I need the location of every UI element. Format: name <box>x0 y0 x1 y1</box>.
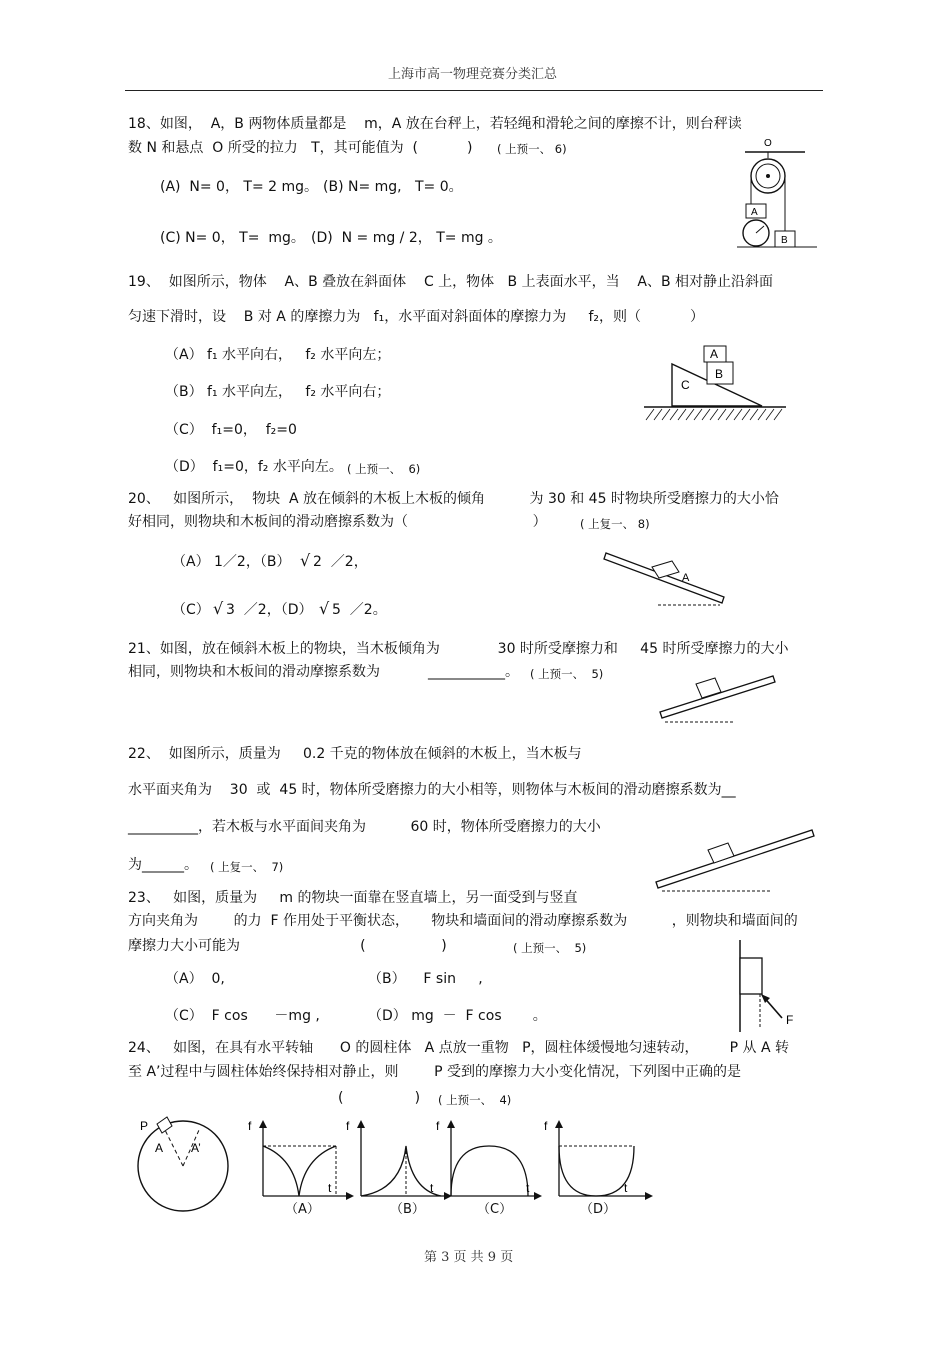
q21-source: ( 上预一、 5) <box>530 667 604 681</box>
header-rule <box>125 90 823 91</box>
q21-line1: 21、如图，放在倾斜木板上的物块，当木板倾角为 30 时所受摩擦力和 45 时所受摩擦力的大小 <box>128 641 789 657</box>
page-footer: 第 3 页 共 9 页 <box>424 1250 514 1265</box>
q24-caption-d: （D） <box>580 1202 617 1217</box>
q18-pulley-figure <box>735 136 825 252</box>
q23-option-a: （A） 0, <box>165 971 225 987</box>
q20-line1: 20、 如图所示， 物块 A 放在倾斜的木板上木板的倾角 为 30 和 45 时物块所受磨擦力的大小恰 <box>128 491 779 507</box>
q19-line2: 匀速下滑时，设 B 对 A 的摩擦力为 f₁，水平面对斜面体的摩擦力为 f₂，则（ ） <box>128 309 704 325</box>
q24-label-p: P <box>140 1119 149 1133</box>
q22-line4: 为______。 <box>128 857 198 873</box>
q18-option-c: (C) N= 0， T= mg。 <box>160 230 305 246</box>
sqrt-sign: √ <box>213 599 224 618</box>
q19-source: ( 上预一、 6) <box>347 462 421 476</box>
q24-graph-c-xlabel: t <box>526 1181 530 1195</box>
q23-label-f: F <box>786 1013 794 1027</box>
q18-label-o: O <box>764 138 772 149</box>
q24-graph-c <box>436 1118 546 1200</box>
q24-caption-c: （C） <box>477 1202 513 1217</box>
q18-label-a: A <box>751 207 758 218</box>
q18-option-d: (D) N = mg / 2， T= mg 。 <box>311 230 502 246</box>
q24-graph-d <box>544 1118 659 1200</box>
q22-line1: 22、 如图所示，质量为 0.2 千克的物体放在倾斜的木板上，当木板与 <box>128 746 582 762</box>
q23-option-c: （C） F cos －mg , <box>165 1008 320 1024</box>
q24-line3: ( ) <box>338 1090 421 1106</box>
page-header-title: 上海市高一物理竞赛分类汇总 <box>388 67 558 82</box>
q18-source: ( 上预一、 6) <box>497 142 567 156</box>
q24-graph-d-ylabel: f <box>544 1119 548 1133</box>
q22-line3: __________，若木板与水平面间夹角为 60 时，物体所受磨擦力的大小 <box>128 819 601 835</box>
q24-label-a: A <box>155 1141 164 1155</box>
q19-label-a: A <box>710 347 719 361</box>
q19-label-c: C <box>681 378 690 392</box>
q24-source: ( 上预一、 4) <box>438 1093 512 1107</box>
q21-line2: 相同，则物块和木板间的滑动摩擦系数为 <box>128 664 380 680</box>
q19-option-d: （D） f₁=0，f₂ 水平向左。 <box>165 459 343 475</box>
q23-option-d: （D） mg － F cos 。 <box>368 1008 547 1024</box>
q24-label-a-prime: A’ <box>191 1141 201 1155</box>
q20-option-c-value: 3 ／2，（D） <box>226 602 313 618</box>
q18-label-b: B <box>781 235 788 246</box>
q20-source: ( 上复一、 8) <box>580 517 650 531</box>
q18-option-a: (A) N= 0， T= 2 mg。 <box>160 179 319 195</box>
q23-line2: 方向夹角为 的力 F 作用处于平衡状态， 物块和墙面间的滑动摩擦系数为 ，则物块和墙面间的 <box>128 913 798 929</box>
q24-caption-a: （A） <box>285 1202 320 1217</box>
q23-line3: 摩擦力大小可能为 ( ) <box>128 938 447 954</box>
sqrt-sign: √ <box>319 599 330 618</box>
q19-incline-figure <box>642 340 792 430</box>
q20-label-a: A <box>682 572 690 584</box>
q22-source: ( 上复一、 7) <box>210 860 284 874</box>
q24-line2: 至 A’过程中与圆柱体始终保持相对静止，则 P 受到的摩擦力大小变化情况，下列图中正确的是 <box>128 1064 741 1080</box>
q20-line2: 好相同，则物块和木板间的滑动磨擦系数为（ ） <box>128 514 547 530</box>
sqrt-sign: √ <box>300 551 311 570</box>
q23-source: ( 上预一、 5) <box>513 941 587 955</box>
q24-graph-a-ylabel: f <box>248 1119 252 1133</box>
q19-option-b: （B） f₁ 水平向左， f₂ 水平向右； <box>165 384 391 400</box>
q21-blank: ___________。 <box>428 664 519 680</box>
q20-option-c: （C） <box>172 602 210 618</box>
q21-board-figure <box>655 672 780 727</box>
q19-label-b: B <box>715 367 724 381</box>
q22-board-figure <box>650 828 820 893</box>
q24-graph-d-xlabel: t <box>624 1181 628 1195</box>
q24-line1: 24、 如图，在具有水平转轴 O 的圆柱体 A 点放一重物 P，圆柱体缓慢地匀速转动， P 从 A 转 <box>128 1040 790 1056</box>
q18-line2: 数 N 和悬点 O 所受的拉力 T，其可能值为 ( ) <box>128 140 473 156</box>
q24-graph-b-ylabel: f <box>346 1119 350 1133</box>
q20-option-d-value: 5 ／2。 <box>332 602 387 618</box>
q20-option-a-b: （A） 1／2，（B） <box>172 554 291 570</box>
q18-option-b: (B) N= mg, T= 0。 <box>323 179 463 195</box>
q24-graph-a <box>248 1118 358 1200</box>
q22-line2: 水平面夹角为 30 或 45 时，物体所受磨擦力的大小相等，则物体与木板间的滑动磨擦系数为__ <box>128 782 736 798</box>
q20-board-figure <box>600 545 730 610</box>
q20-option-b-value: 2 ／2， <box>313 554 368 570</box>
q19-option-c: （C） f₁=0， f₂=0 <box>165 422 297 438</box>
q24-graph-c-ylabel: f <box>436 1119 440 1133</box>
q23-wall-figure <box>730 938 800 1034</box>
q18-line1: 18、如图， A，B 两物体质量都是 m，A 放在台秤上，若轻绳和滑轮之间的摩擦不计，则台秤读 <box>128 116 742 132</box>
q23-option-b: （B） F sin , <box>368 971 483 987</box>
q19-line1: 19、 如图所示，物体 A、B 叠放在斜面体 C 上，物体 B 上表面水平，当 A、B 相对静止沿斜面 <box>128 274 774 290</box>
q24-graph-b-xlabel: t <box>430 1181 434 1195</box>
q24-graph-a-xlabel: t <box>328 1181 332 1195</box>
q19-option-a: （A） f₁ 水平向右， f₂ 水平向左； <box>165 347 391 363</box>
q24-cylinder-figure <box>135 1112 235 1214</box>
q24-caption-b: （B） <box>390 1202 425 1217</box>
q23-line1: 23、 如图，质量为 m 的物块一面靠在竖直墙上，另一面受到与竖直 <box>128 890 578 906</box>
